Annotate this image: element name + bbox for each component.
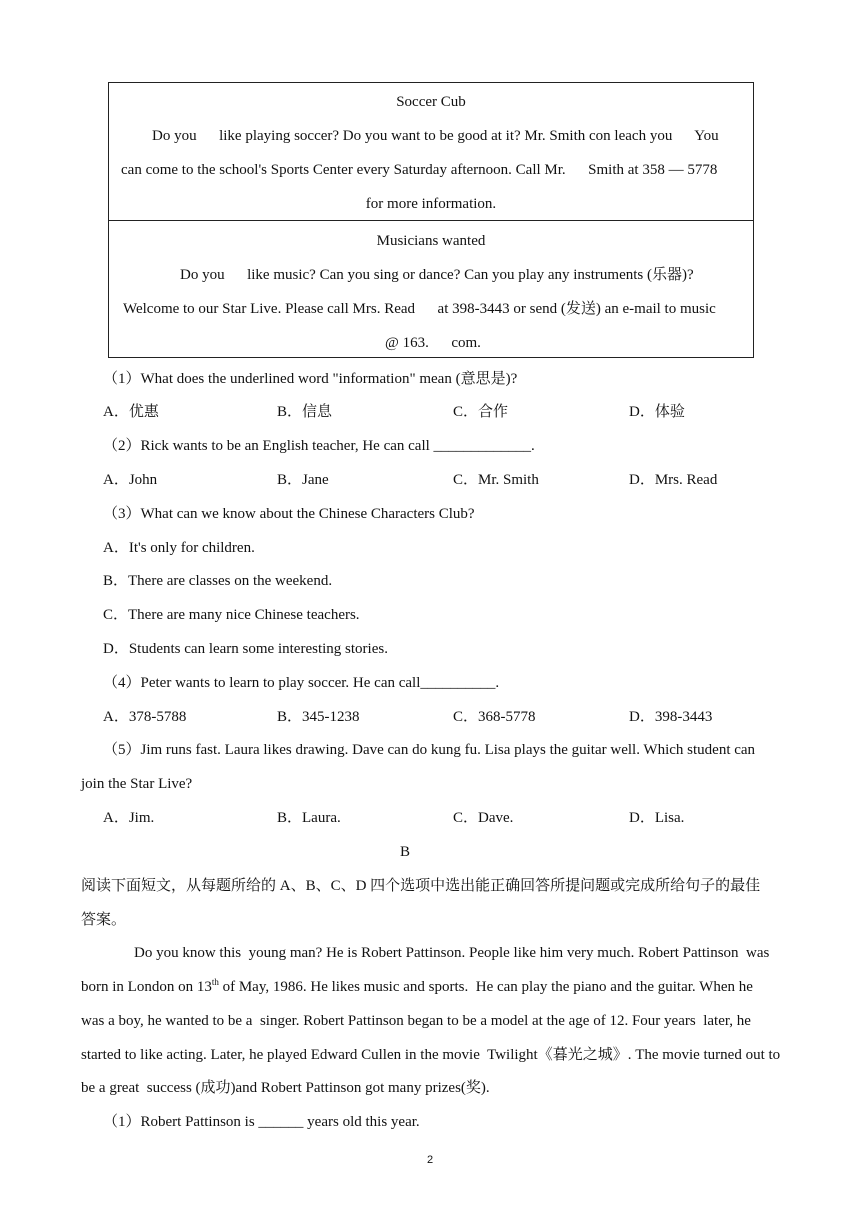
option-c: C．Mr. Smith <box>453 472 539 488</box>
option-b: B．Jane <box>277 472 329 488</box>
option-c: C．合作 <box>453 404 509 420</box>
option-d: D．Students can learn some interesting stories. <box>103 641 388 657</box>
notice-musicians-line: Welcome to our Star Live. Please call Mrs. Read at 398-3443 or send (发送) an e-mail to music <box>123 301 716 317</box>
notice-title-soccer: Soccer Cub <box>396 94 466 110</box>
notice-soccer-line: can come to the school's Sports Center every Saturday afternoon. Call Mr. Smith at 358 — 5778 <box>121 162 718 178</box>
option-d: D．398-3443 <box>629 709 713 725</box>
ordinal-suffix: th <box>211 977 219 987</box>
notice-soccer-line: for more information. <box>365 196 497 212</box>
option-a: A．Jim. <box>103 810 155 826</box>
passage-line: be a great success (成功)and Robert Pattinson got many prizes(奖). <box>81 1080 490 1096</box>
notice-musicians-line: @ 163. com. <box>385 335 481 351</box>
option-b: B．Laura. <box>277 810 341 826</box>
question-stem-continued: join the Star Live? <box>81 776 193 792</box>
passage-text: born in London on 13 <box>81 979 212 995</box>
option-c: C．Dave. <box>453 810 514 826</box>
notice-title-musicians: Musicians wanted <box>376 233 486 249</box>
section-b-heading: B <box>400 844 411 860</box>
question-stem: （2）Rick wants to be an English teacher, He can call _____________. <box>103 438 535 454</box>
passage-text: of May, 1986. He likes music and sports. He can play the piano and the guitar. When he <box>218 979 753 995</box>
passage-line: was a boy, he wanted to be a singer. Robert Pattinson began to be a model at the age of 12. Four years later, he <box>81 1013 751 1029</box>
notice-soccer-line: Do you like playing soccer? Do you want to be good at it? Mr. Smith con leach you You <box>152 128 719 144</box>
passage-line <box>81 977 753 997</box>
option-b: B．信息 <box>277 404 333 420</box>
notice-divider <box>109 220 753 221</box>
question-stem: （1）What does the underlined word "information" mean (意思是)? <box>103 371 518 387</box>
option-a: A．378-5788 <box>103 709 187 725</box>
option-d: D．Lisa. <box>629 810 685 826</box>
question-stem: （1）Robert Pattinson is ______ years old this year. <box>103 1114 420 1130</box>
page-number: 2 <box>426 1154 434 1166</box>
question-stem: （3）What can we know about the Chinese Characters Club? <box>103 506 475 522</box>
option-b: B．There are classes on the weekend. <box>103 573 333 589</box>
option-a: A．John <box>103 472 158 488</box>
option-c: C．368-5778 <box>453 709 536 725</box>
question-stem: （5）Jim runs fast. Laura likes drawing. Dave can do kung fu. Lisa plays the guitar well. Which student can <box>103 742 756 758</box>
section-b-instruction: 答案。 <box>81 912 127 928</box>
option-d: D．体验 <box>629 404 685 420</box>
option-a: A．It's only for children. <box>103 540 255 556</box>
option-c: C．There are many nice Chinese teachers. <box>103 607 360 623</box>
option-a: A．优惠 <box>103 404 159 420</box>
option-d: D．Mrs. Read <box>629 472 718 488</box>
question-stem: （4）Peter wants to learn to play soccer. He can call__________. <box>103 675 500 691</box>
passage-line: started to like acting. Later, he played Edward Cullen in the movie Twilight《暮光之城》. The movie turned out to <box>81 1047 781 1063</box>
option-b: B．345-1238 <box>277 709 360 725</box>
section-b-instruction: 阅读下面短文，从每题所给的 A、B、C、D 四个选项中选出能正确回答所提问题或完成所给句子的最佳 <box>81 878 761 894</box>
notice-musicians-line: Do you like music? Can you sing or dance? Can you play any instruments (乐器)? <box>180 267 694 283</box>
passage-line: Do you know this young man? He is Robert Pattinson. People like him very much. Robert Pattinson was <box>134 945 770 961</box>
